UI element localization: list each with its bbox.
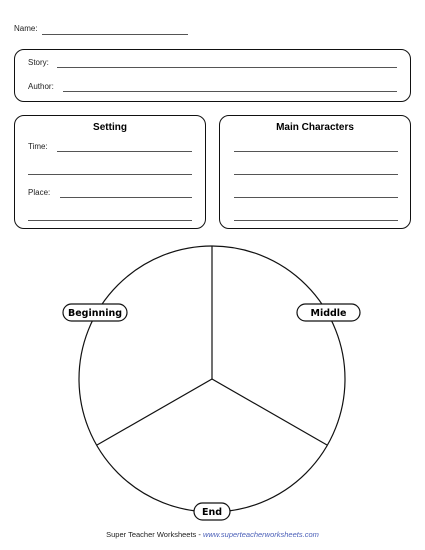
end-label: End [201,507,223,518]
place-label: Place: [28,188,51,197]
footer [0,530,425,539]
story-label: Story: [28,58,49,67]
middle-label: Middle [310,308,347,319]
author-label: Author: [28,82,54,91]
main-characters-title: Main Characters [276,122,354,133]
setting-title: Setting [93,122,127,133]
beginning-label: Beginning [67,308,123,319]
time-label: Time: [28,142,48,151]
footer-brand: Super Teacher Worksheets - [106,530,203,539]
footer-url[interactable]: www.superteacherworksheets.com [202,530,319,539]
name-label: Name: [14,24,38,33]
divider-left [97,379,212,445]
divider-right [212,379,327,445]
